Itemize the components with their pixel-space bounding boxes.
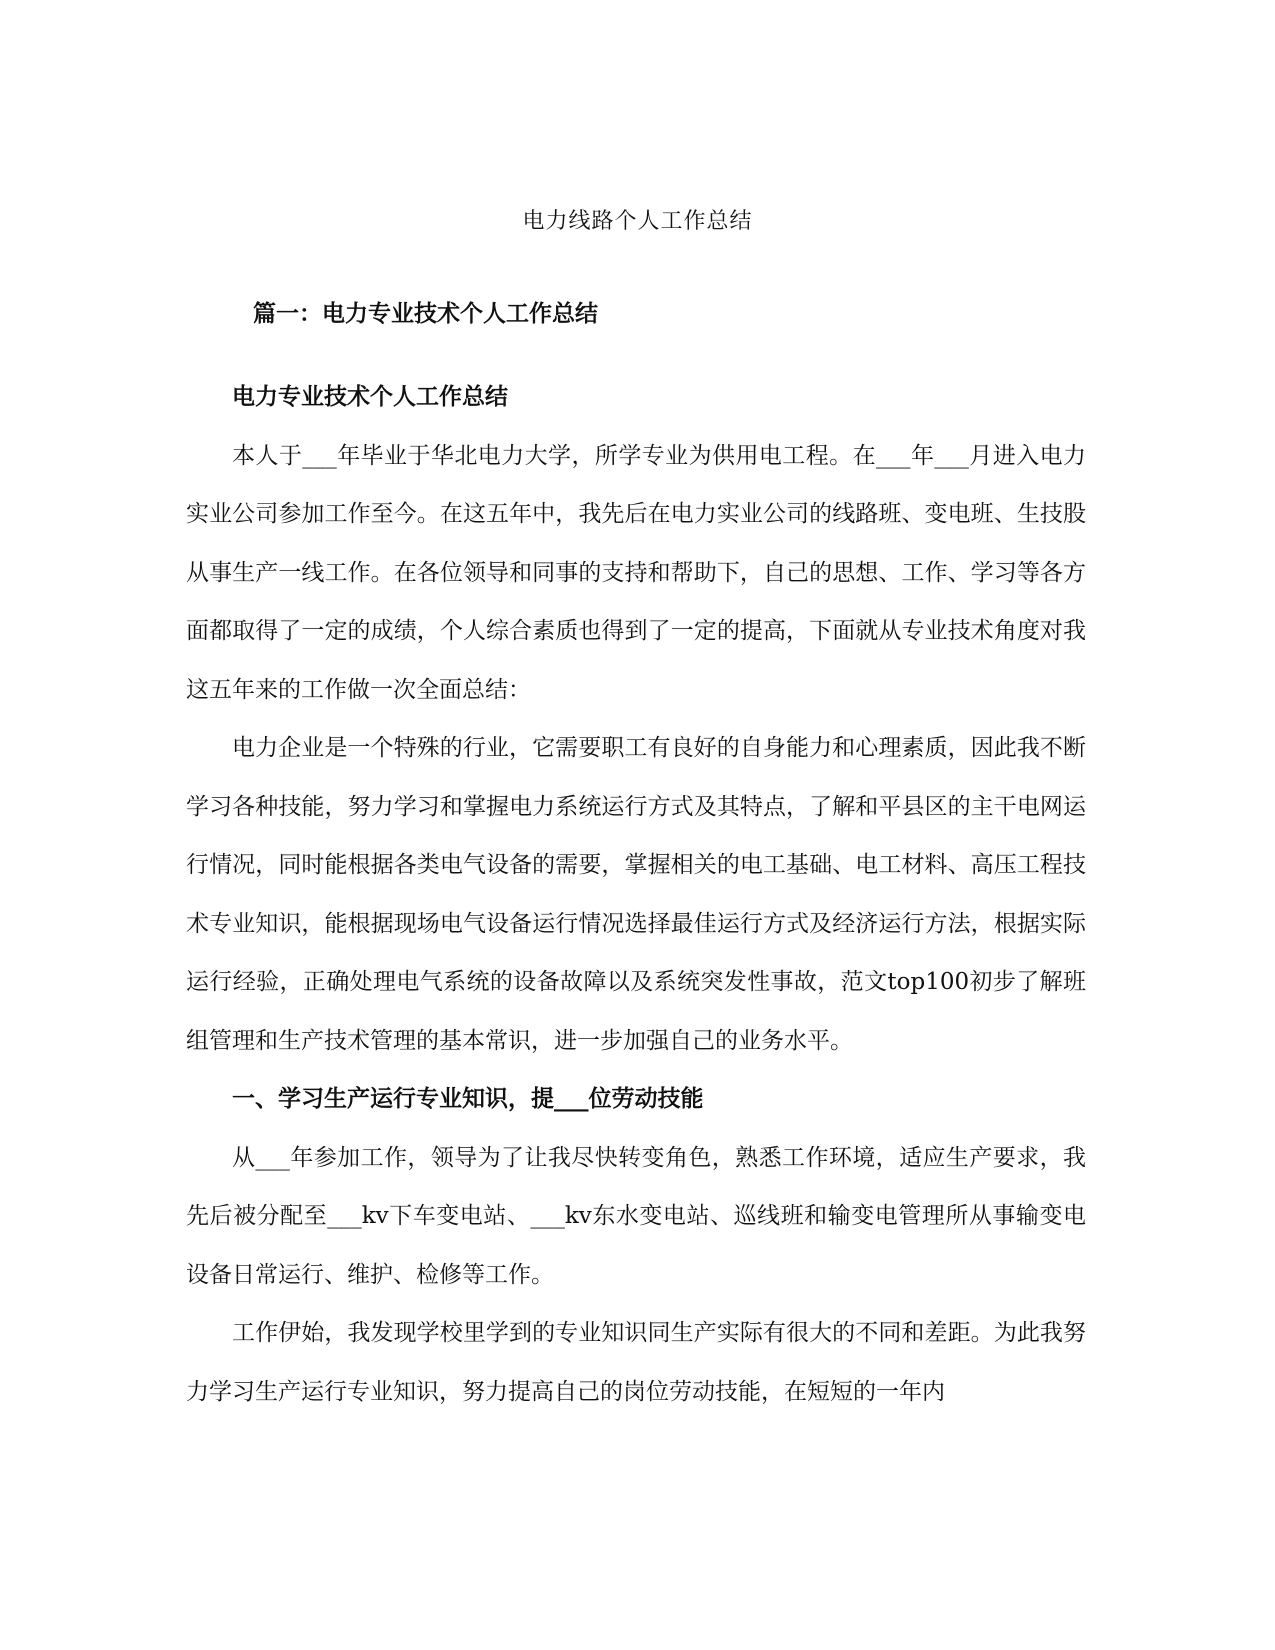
paragraph-assignment: 从___年参加工作，领导为了让我尽快转变角色，熟悉工作环境，适应生产要求，我先后被分配至___kv下车变电站、___kv东水变电站、巡线班和输变电管理所从事输变电设备日常运行、维护、检修等工作。 — [186, 1144, 1086, 1288]
paragraph-intro: 本人于___年毕业于华北电力大学，所学专业为供用电工程。在___年___月进入电力实业公司参加工作至今。在这五年中，我先后在电力实业公司的线路班、变电班、生技股从事生产一线工作。在各位领导和同事的支持和帮助下，自己的思想、工作、学习等各方面都取得了一定的成绩，个人综合素质也得到了一定的提高，下面就从专业技术角度对我这五年来的工作做一次全面总结： — [186, 442, 1086, 703]
section-heading: 篇一：电力专业技术个人工作总结 — [253, 301, 598, 327]
document-body — [186, 368, 1086, 1421]
subheading-learning: 一、学习生产运行专业知识，提___位劳动技能 — [232, 1086, 704, 1112]
paragraph-beginning: 工作伊始，我发现学校里学到的专业知识同生产实际有很大的不同和差距。为此我努力学习生产运行专业知识，努力提高自己的岗位劳动技能，在短短的一年内 — [186, 1320, 1086, 1405]
paragraph-industry: 电力企业是一个特殊的行业，它需要职工有良好的自身能力和心理素质，因此我不断学习各种技能，努力学习和掌握电力系统运行方式及其特点，了解和平县区的主干电网运行情况，同时能根据各类电气设备的需要，掌握相关的电工基础、电工材料、高压工程技术专业知识，能根据现场电气设备运行情况选择最佳运行方式及经济运行方法，根据实际运行经验，正确处理电气系统的设备故障以及系统突发性事故，范文top100初步了解班组管理和生产技术管理的基本常识，进一步加强自己的业务水平。 — [186, 735, 1086, 1054]
subheading: 电力专业技术个人工作总结 — [232, 384, 508, 410]
document-title: 电力线路个人工作总结 — [522, 209, 753, 234]
